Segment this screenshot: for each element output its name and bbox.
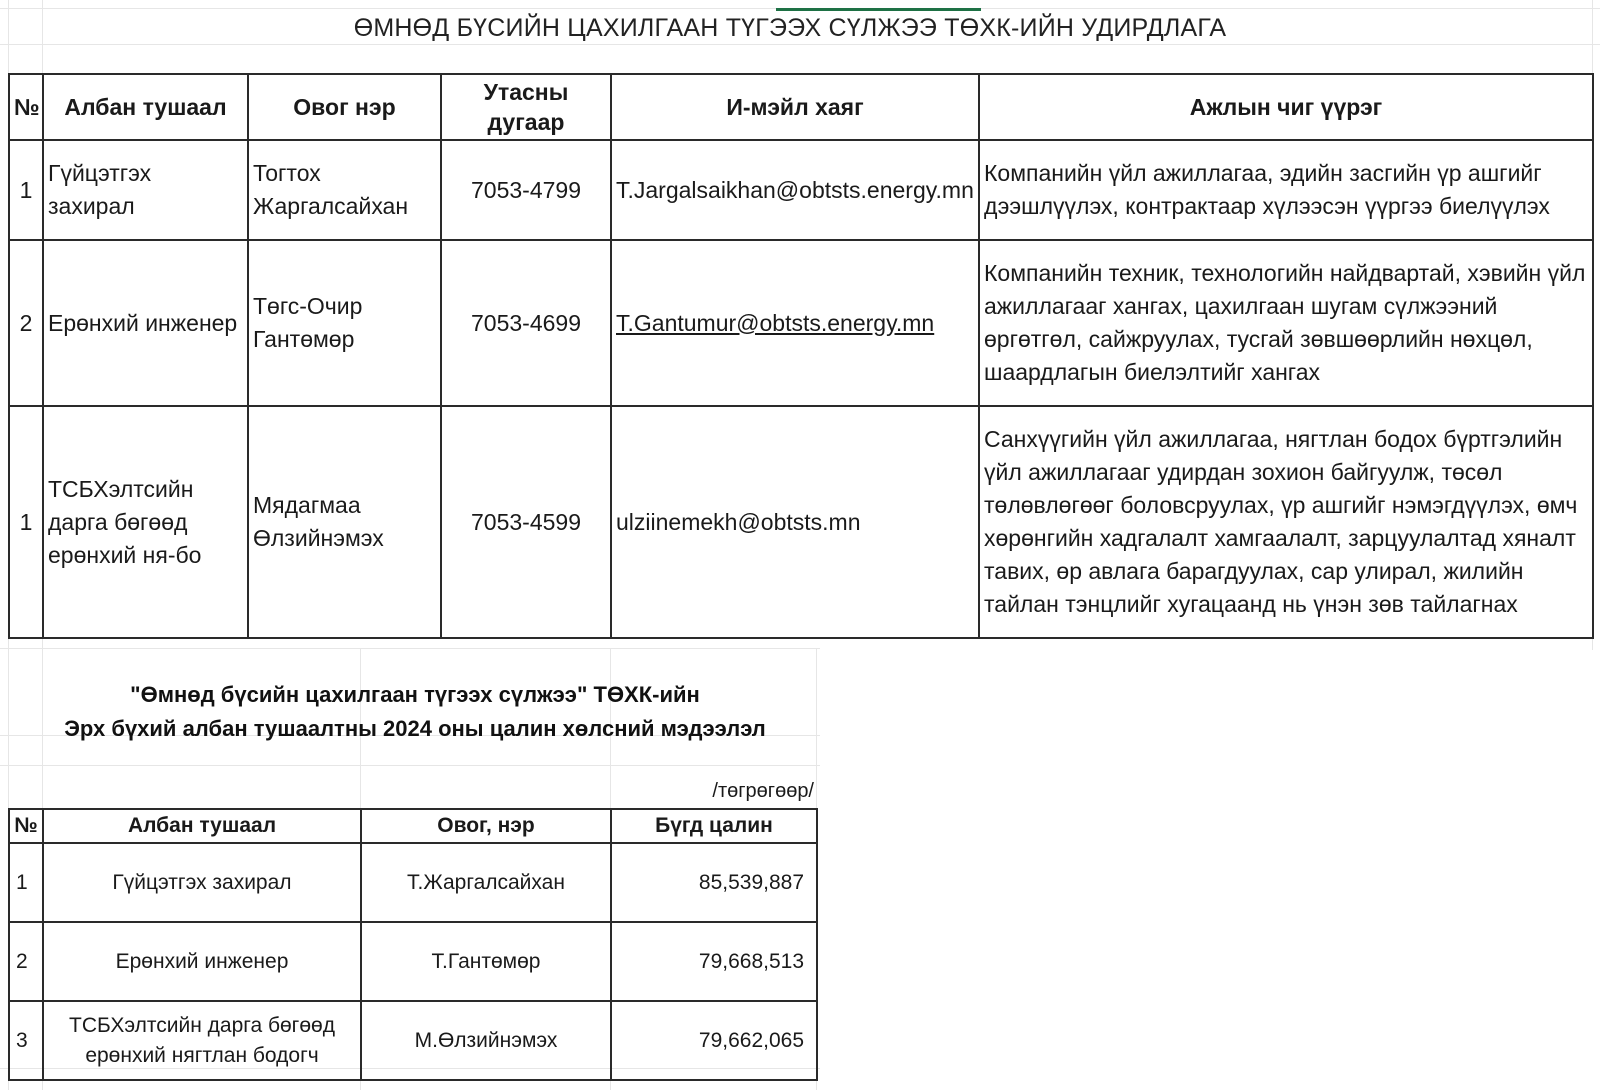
row-position: Ерөнхий инженер	[43, 922, 361, 1001]
row-total-salary: 85,539,887	[611, 843, 817, 922]
row-email-link[interactable]: T.Gantumur@obtsts.energy.mn	[611, 240, 979, 406]
row-phone: 7053-4799	[441, 140, 611, 240]
table-row	[9, 1001, 817, 1080]
row-email[interactable]: T.Jargalsaikhan@obtsts.energy.mn	[611, 140, 979, 240]
row-name: Төгс-Очир Гантөмөр	[248, 240, 441, 406]
table-header-row	[9, 74, 1593, 140]
row-position: Гүйцэтгэх захирал	[43, 140, 248, 240]
row-phone: 7053-4699	[441, 240, 611, 406]
row-duty: Компанийн үйл ажиллагаа, эдийн засгийн үр ашгийг дээшлүүлэх, контрактаар хүлээсэн үүргээ биелүүлэх	[979, 140, 1593, 240]
salary-title-line2: Эрх бүхий албан тушаалтны 2024 оны цалин хөлсний мэдээлэл	[64, 716, 766, 741]
row-name: Т.Гантөмөр	[361, 922, 611, 1001]
table-row	[9, 140, 1593, 240]
table-row	[9, 922, 817, 1001]
table-row	[9, 406, 1593, 638]
header-no: №	[9, 809, 43, 843]
management-title: ӨМНӨД БҮСИЙН ЦАХИЛГААН ТҮГЭЭХ СҮЛЖЭЭ ТӨХК-ИЙН УДИРДЛАГА	[353, 14, 1227, 42]
row-no: 1	[9, 140, 43, 240]
table-row	[9, 240, 1593, 406]
row-no: 3	[9, 1001, 43, 1080]
row-position: Гүйцэтгэх захирал	[43, 843, 361, 922]
row-email[interactable]: ulziinemekh@obtsts.mn	[611, 406, 979, 638]
row-name: Мядагмаа Өлзийнэмэх	[248, 406, 441, 638]
salary-title-line1: "Өмнөд бүсийн цахилгаан түгээх сүлжээ" ТӨХК-ийн	[130, 682, 700, 707]
header-name: Овог, нэр	[361, 809, 611, 843]
row-phone: 7053-4599	[441, 406, 611, 638]
row-position: Ерөнхий инженер	[43, 240, 248, 406]
header-name: Овог нэр	[248, 74, 441, 140]
row-duty: Санхүүгийн үйл ажиллагаа, нягтлан бодох бүртгэлийн үйл ажиллагааг удирдан зохион байгуулж, төсөл төлөвлөгөөг боловсруулах, үр ашгийг нэмэгдүүлэх, өмч хөрөнгийн хадгалалт хамгаалалт, зарцуулалтад хяналт тавих, өр авлага барагдуулах, сар улирал, жилийн тайлан тэнцлийг хугацаанд нь үнэн зөв тайлагнах	[979, 406, 1593, 638]
header-phone: Утасны дугаар	[441, 74, 611, 140]
cell-selection-indicator	[776, 8, 981, 11]
row-total-salary: 79,668,513	[611, 922, 817, 1001]
management-table	[8, 73, 1594, 639]
row-duty: Компанийн техник, технологийн найдвартай, хэвийн үйл ажиллагааг хангах, цахилгаан шугам сүлжээний өргөтгөл, сайжруулах, тусгай зөвшөөрлийн нөхцөл, шаардлагын биелэлтийг хангах	[979, 240, 1593, 406]
row-no: 1	[9, 406, 43, 638]
row-name: Тогтох Жаргалсайхан	[248, 140, 441, 240]
table-row	[9, 843, 817, 922]
row-name: Т.Жаргалсайхан	[361, 843, 611, 922]
row-position: ТСБХэлтсийн дарга бөгөөд ерөнхий нягтлан бодогч	[43, 1001, 361, 1080]
salary-title	[10, 678, 820, 746]
currency-unit: /төгрөгөөр/	[712, 780, 814, 802]
row-total-salary: 79,662,065	[611, 1001, 817, 1080]
header-no: №	[9, 74, 43, 140]
table-header-row	[9, 809, 817, 843]
row-name: М.Өлзийнэмэх	[361, 1001, 611, 1080]
salary-table	[8, 808, 818, 1081]
header-position: Албан тушаал	[43, 809, 361, 843]
header-total-salary: Бүгд цалин	[611, 809, 817, 843]
row-no: 1	[9, 843, 43, 922]
row-no: 2	[9, 240, 43, 406]
row-no: 2	[9, 922, 43, 1001]
row-position: ТСБХэлтсийн дарга бөгөөд ерөнхий ня-бо	[43, 406, 248, 638]
header-duty: Ажлын чиг үүрэг	[979, 74, 1593, 140]
header-email: И-мэйл хаяг	[611, 74, 979, 140]
header-position: Албан тушаал	[43, 74, 248, 140]
